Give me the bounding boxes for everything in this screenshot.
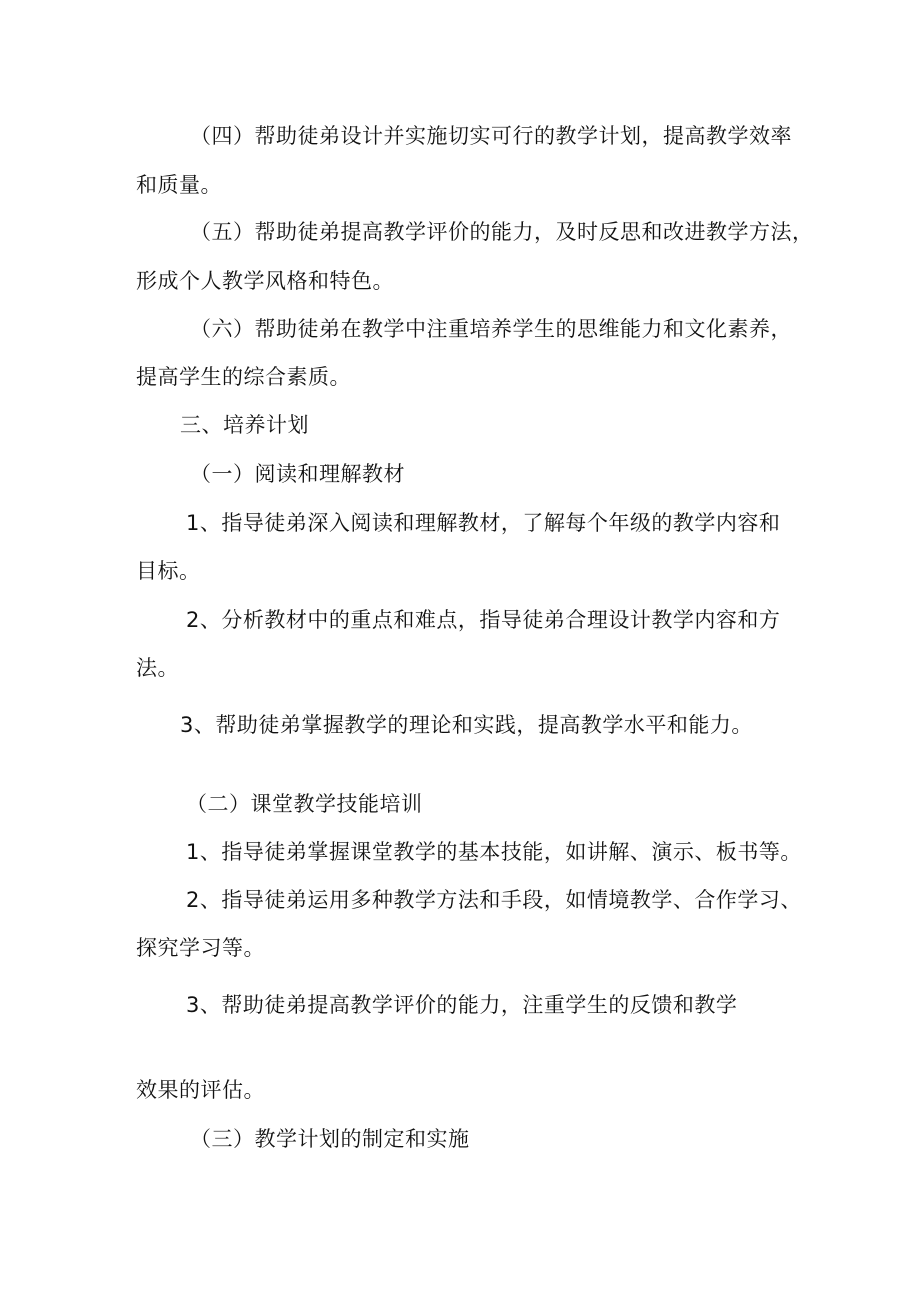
item-1-1-text: 1、指导徒弟深入阅读和理解教材，了解每个年级的教学内容和 <box>186 511 781 535</box>
item-2-2-text: 2、指导徒弟运用多种教学方法和手段，如情境教学、合作学习、 <box>186 888 802 912</box>
item-1-2-text-cont: 法。 <box>136 656 179 680</box>
item-1-2-text: 2、分析教材中的重点和难点，指导徒弟合理设计教学内容和方 <box>186 608 781 632</box>
goal-5-text-cont: 形成个人教学风格和特色。 <box>136 269 394 293</box>
goal-6-text-cont: 提高学生的综合素质。 <box>136 365 351 389</box>
subsection-2-heading: （二）课堂教学技能培训 <box>186 792 423 816</box>
subsection-3-heading: （三）教学计划的制定和实施 <box>190 1127 470 1151</box>
goal-4-text-cont: 和质量。 <box>136 173 222 197</box>
goal-5-text: （五）帮助徒弟提高教学评价的能力，及时反思和改进教学方法， <box>190 220 814 244</box>
subsection-1-heading: （一）阅读和理解教材 <box>190 462 405 486</box>
item-1-1-text-cont: 目标。 <box>136 559 201 583</box>
section-heading: 三、培养计划 <box>180 413 309 437</box>
item-2-3-text-cont: 效果的评估。 <box>136 1078 265 1102</box>
goal-6-text: （六）帮助徒弟在教学中注重培养学生的思维能力和文化素养， <box>190 317 792 341</box>
item-1-3-text: 3、帮助徒弟掌握教学的理论和实践，提高教学水平和能力。 <box>180 713 753 737</box>
item-2-3-text: 3、帮助徒弟提高教学评价的能力，注重学生的反馈和教学 <box>186 993 738 1017</box>
item-2-2-text-cont: 探究学习等。 <box>136 936 265 960</box>
goal-4-text: （四）帮助徒弟设计并实施切实可行的教学计划，提高教学效率 <box>190 124 792 148</box>
item-2-1-text: 1、指导徒弟掌握课堂教学的基本技能，如讲解、演示、板书等。 <box>186 840 802 864</box>
